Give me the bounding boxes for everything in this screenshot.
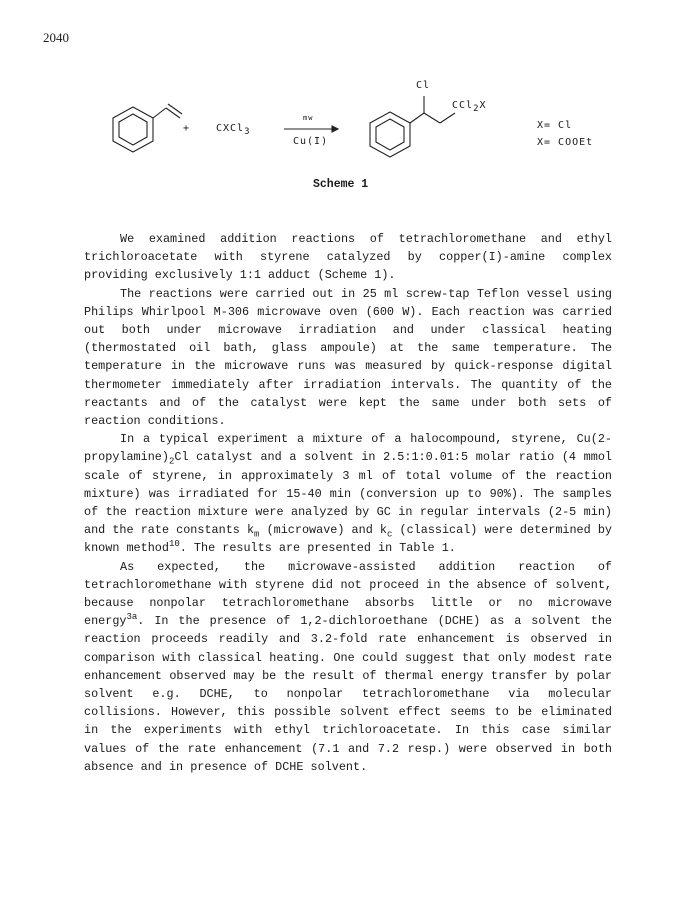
reaction-arrow: [284, 126, 338, 132]
paragraph-1: We examined addition reactions of tetrachloromethane and ethyl trichloroacetate with styrene catalyzed by copper(I)-amine complex providing exclusively 1:1 adduct (Scheme 1).: [84, 232, 612, 283]
paragraph-4: As expected, the microwave-assisted addition reaction of tetrachloromethane with styrene did not proceed in the absence of solvent, because nonpolar tetrachloromethane absorbs little or no microwave energy$^{3a}$. In the presence of 1,2-dichloroethane (DCHE) as a solvent the reaction proceeds readily and 3.2-fold rate enhancement is observed in comparison with classical heating. One could suggest that only modest rate enhancement observed may be the result of thermal energy transfer by polar solvent e.g. DCHE, to nonpolar tetrachloromethane via molecular collisions. However, this possible solvent effect seems to be eliminated in the experiments with ethyl trichloroacetate. In this case similar values of the rate enhancement (7.1 and 7.2 resp.) were observed in both absence and in presence of DCHE solvent.: [84, 559, 612, 774]
x-definition-2: X= COOEt: [537, 137, 594, 148]
plus-sign: +: [183, 123, 191, 134]
x-definition-1: X= Cl: [537, 120, 573, 131]
product-structure: [370, 96, 455, 157]
paragraph-2: The reactions were carried out in 25 ml screw-tap Teflon vessel using Philips Whirlpool M-306 microwave oven (600 W). Each reaction was carried out both under microwave irradiation and under classical heating (thermostated oil bath, glass ampoule) at the same temperature. The temperature in the microwave runs was measured by quick-response digital thermometer immediately after irradiation intervals. The quantity of the reactants and of the catalyst were kept the same under both sets of reaction conditions.: [84, 286, 612, 429]
arrow-label-mw: mw: [303, 114, 314, 122]
body-text: [84, 230, 612, 776]
chlorine-label: Cl: [416, 80, 431, 91]
paragraph-3: In a typical experiment a mixture of a halocompound, styrene, $Cu(2-propylamine)_2Cl$ catalyst and a solvent in 2.5:1:0.01:5 molar ratio (4 mmol scale of styrene, in approximately 3 ml of total volume of the reaction mixture) was irradiated for 15-40 min (conversion up to 90%). The samples of the reaction mixture were analyzed by GC in regular intervals (2-5 min) and the rate constants $k_m$ (microwave) and $k_c$ (classical) were determined by known method$^{10}$. The results are presented in Table 1.: [84, 432, 612, 556]
reaction-scheme: [0, 70, 681, 220]
ccl2x-label: CCl$_2$X: [452, 100, 487, 114]
reagent-formula: CXCl$_3$: [216, 123, 251, 137]
page-number: 2040: [43, 30, 69, 45]
arrow-label-catalyst: Cu(I): [293, 136, 329, 147]
styrene-structure: [113, 104, 182, 152]
scheme-caption: Scheme 1: [313, 178, 369, 191]
